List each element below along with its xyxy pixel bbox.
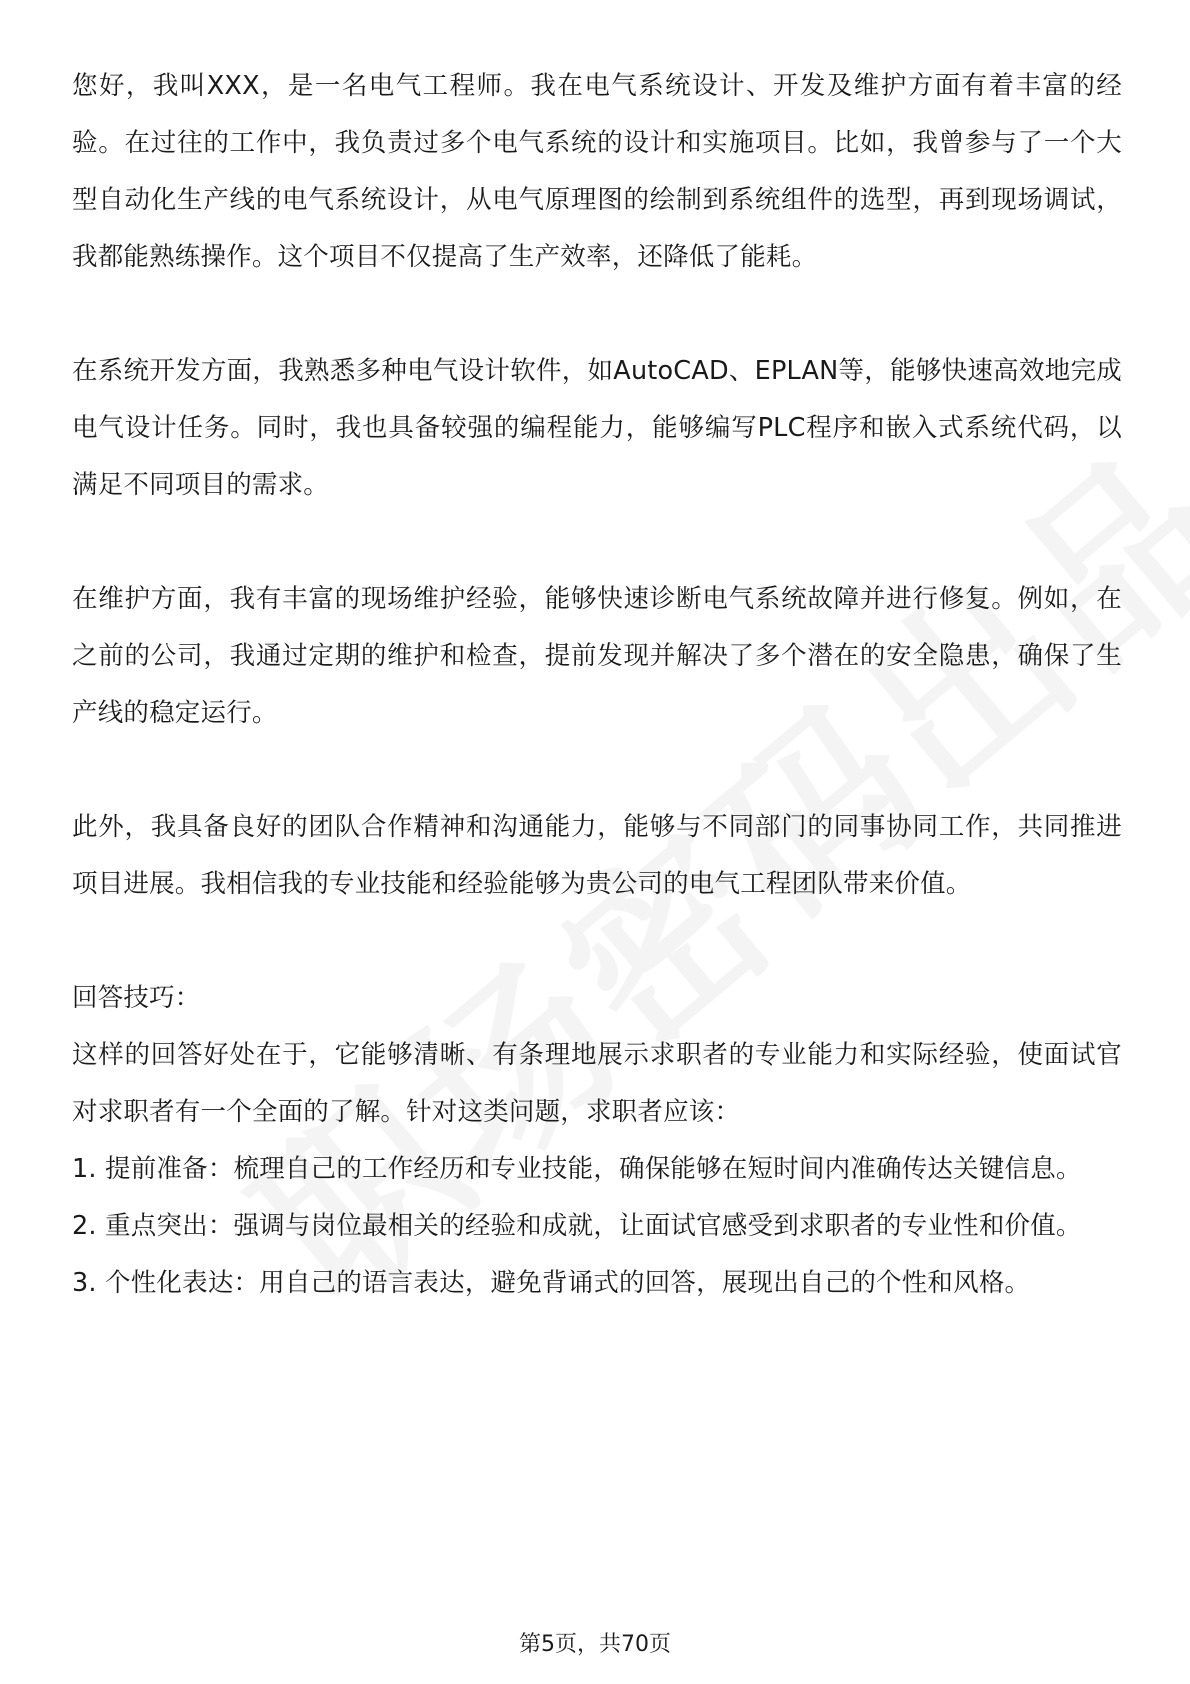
paragraph-gap [72,286,1122,343]
paragraph-maintenance: 在维护方面，我有丰富的现场维护经验，能够快速诊断电气系统故障并进行修复。例如，在之前的公司，我通过定期的维护和检查，提前发现并解决了多个潜在的安全隐患，确保了生产线的稳定运行。 [72,584,1122,728]
tips-item-personalize: 3. 个性化表达：用自己的语言表达，避免背诵式的回答，展现出自己的个性和风格。 [72,1268,1031,1298]
page-number: 第5页，共70页 [519,1632,671,1657]
document-body [72,58,1122,1312]
paragraph-teamwork: 此外，我具备良好的团队合作精神和沟通能力，能够与不同部门的同事协同工作，共同推进项目进展。我相信我的专业技能和经验能够为贵公司的电气工程团队带来价值。 [72,812,1122,899]
paragraph-intro: 您好，我叫XXX，是一名电气工程师。我在电气系统设计、开发及维护方面有着丰富的经验。在过往的工作中，我负责过多个电气系统的设计和实施项目。比如，我曾参与了一个大型自动化生产线的电气系统设计，从电气原理图的绘制到系统组件的选型，再到现场调试，我都能熟练操作。这个项目不仅提高了生产效率，还降低了能耗。 [72,71,1122,272]
paragraph-gap [72,742,1122,799]
paragraph-gap [72,913,1122,970]
tips-item-highlight: 2. 重点突出：强调与岗位最相关的经验和成就，让面试官感受到求职者的专业性和价值。 [72,1211,1082,1241]
paragraph-development: 在系统开发方面，我熟悉多种电气设计软件，如AutoCAD、EPLAN等，能够快速高效地完成电气设计任务。同时，我也具备较强的编程能力，能够编写PLC程序和嵌入式系统代码，以满足不同项目的需求。 [72,356,1122,500]
tips-heading: 回答技巧： [72,983,201,1013]
tips-item-prepare: 1. 提前准备：梳理自己的工作经历和专业技能，确保能够在短时间内准确传达关键信息。 [72,1154,1082,1184]
paragraph-gap [72,514,1122,571]
tips-intro: 这样的回答好处在于，它能够清晰、有条理地展示求职者的专业能力和实际经验，使面试官对求职者有一个全面的了解。针对这类问题，求职者应该： [72,1040,1122,1127]
